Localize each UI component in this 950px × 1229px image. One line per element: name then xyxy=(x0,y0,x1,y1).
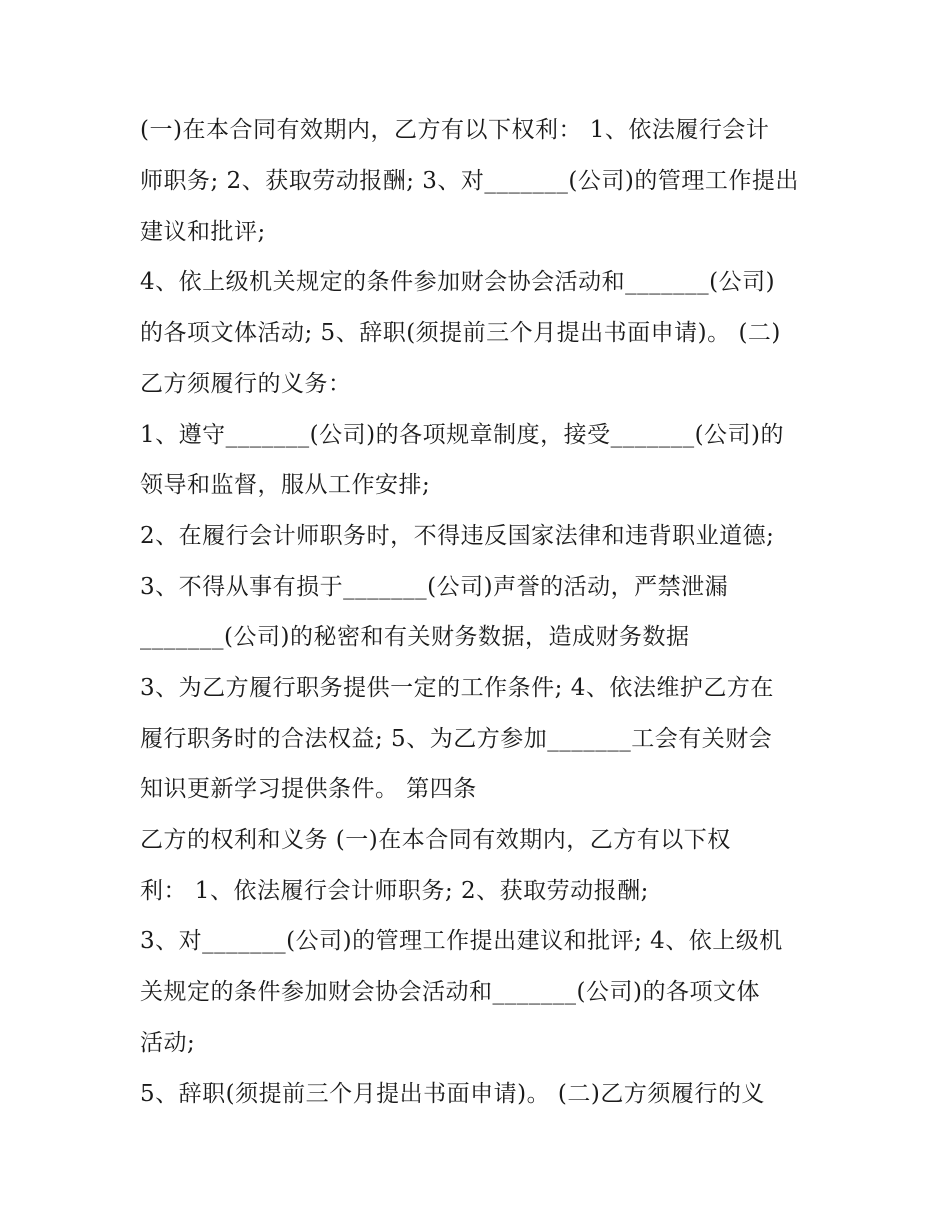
text-line: (一)在本合同有效期内，乙方有以下权利： 1、依法履行会计 xyxy=(140,117,770,143)
text-line: 师职务; 2、获取劳动报酬; 3、对_______(公司)的管理工作提出 xyxy=(140,168,799,194)
text-line: 3、不得从事有损于_______(公司)声誉的活动，严禁泄漏 xyxy=(140,574,729,600)
text-line: 关规定的条件参加财会协会活动和_______(公司)的各项文体 xyxy=(140,979,760,1005)
text-line: 1、遵守_______(公司)的各项规章制度，接受_______(公司)的 xyxy=(140,422,785,448)
text-line: 建议和批评; xyxy=(140,219,266,245)
text-line: 2、在履行会计师职务时，不得违反国家法律和违背职业道德; xyxy=(140,523,775,549)
text-line: 领导和监督，服从工作安排; xyxy=(140,472,431,498)
text-line: 活动; xyxy=(140,1030,196,1056)
text-line: 5、辞职(须提前三个月提出书面申请)。 (二)乙方须履行的义 xyxy=(140,1081,765,1107)
text-line: 履行职务时的合法权益; 5、为乙方参加_______工会有关财会 xyxy=(140,726,773,752)
text-line: 知识更新学习提供条件。 第四条 xyxy=(140,776,477,802)
text-line: _______(公司)的秘密和有关财务数据，造成财务数据 xyxy=(140,624,690,650)
text-line: 4、依上级机关规定的条件参加财会协会活动和_______(公司) xyxy=(140,269,776,295)
text-line: 乙方的权利和义务 (一)在本合同有效期内，乙方有以下权 xyxy=(140,827,731,853)
text-line: 3、为乙方履行职务提供一定的工作条件; 4、依法维护乙方在 xyxy=(140,675,774,701)
text-line: 利： 1、依法履行会计师职务; 2、获取劳动报酬; xyxy=(140,878,649,904)
text-line: 3、对_______(公司)的管理工作提出建议和批评; 4、依上级机 xyxy=(140,928,783,954)
text-line: 的各项文体活动; 5、辞职(须提前三个月提出书面申请)。 (二) xyxy=(140,320,781,346)
text-line: 乙方须履行的义务： xyxy=(140,371,352,397)
